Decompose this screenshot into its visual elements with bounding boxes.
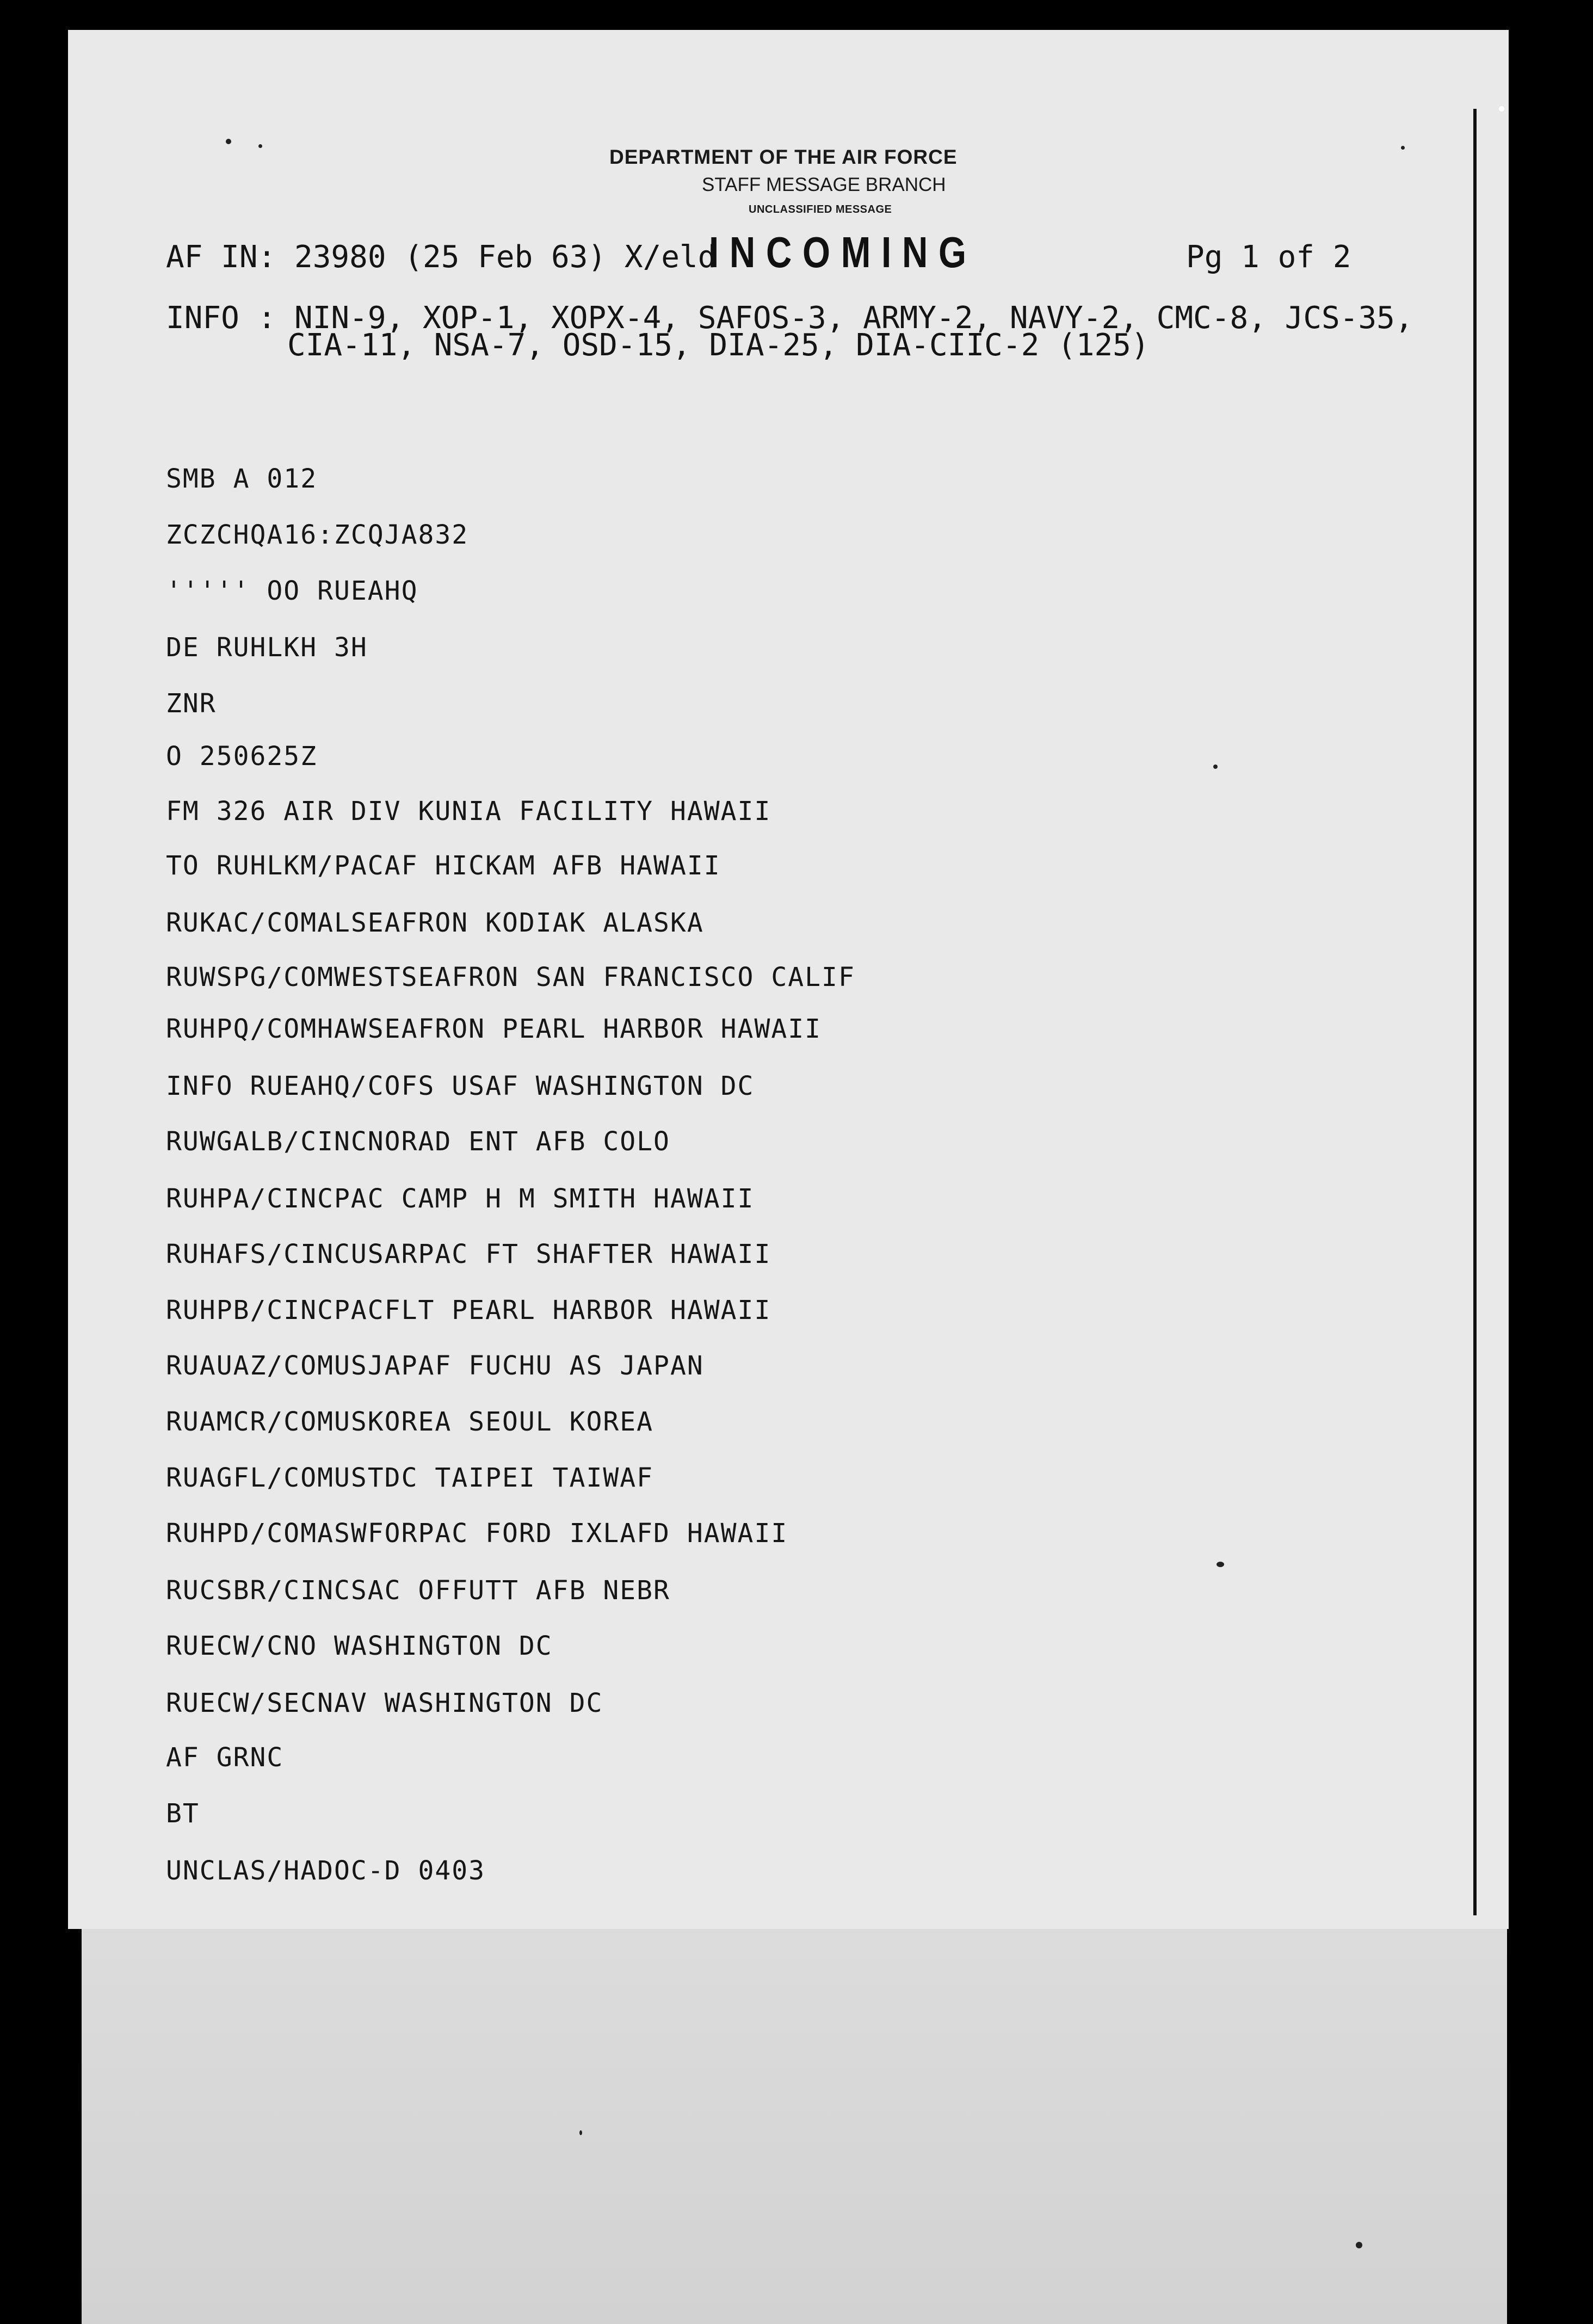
info-distribution-line-2: CIA-11, NSA-7, OSD-15, DIA-25, DIA-CIIC-2 (125) [287,328,1150,363]
page-number: Pg 1 of 2 [1186,239,1351,275]
message-line: RUHPQ/COMHAWSEAFRON PEARL HARBOR HAWAII [166,1014,822,1044]
message-line: INFO RUEAHQ/COFS USAF WASHINGTON DC [166,1071,755,1101]
af-in-reference: AF IN: 23980 (25 Feb 63) X/eld [166,239,717,275]
message-line: O 250625Z [166,741,318,772]
message-line: RUECW/CNO WASHINGTON DC [166,1631,553,1661]
paper-lower-margin [82,1929,1507,2324]
branch-heading: STAFF MESSAGE BRANCH [702,174,946,195]
classification-label: UNCLASSIFIED MESSAGE [749,204,892,215]
message-line: AF GRNC [166,1742,284,1773]
message-line: TO RUHLKM/PACAF HICKAM AFB HAWAII [166,850,721,881]
message-line: RUHPA/CINCPAC CAMP H M SMITH HAWAII [166,1183,755,1214]
scan-speck [1499,106,1504,112]
incoming-stamp: INCOMING [709,228,977,276]
message-line: ZCZCHQA16:ZCQJA832 [166,520,469,550]
message-line: UNCLAS/HADOC-D 0403 [166,1855,486,1886]
scan-speck [1356,2242,1362,2248]
message-line: RUHAFS/CINCUSARPAC FT SHAFTER HAWAII [166,1239,771,1269]
message-line: ''''' OO RUEAHQ [166,576,418,606]
department-heading: DEPARTMENT OF THE AIR FORCE [609,146,958,168]
scan-speck [579,2130,582,2135]
info-distribution-line-1: INFO : NIN-9, XOP-1, XOPX-4, SAFOS-3, ARMY-2, NAVY-2, CMC-8, JCS-35, [166,300,1413,336]
message-line: RUHPD/COMASWFORPAC FORD IXLAFD HAWAII [166,1518,788,1549]
message-line: DE RUHLKH 3H [166,632,368,663]
scan-speck [258,144,262,148]
scan-speck [1213,765,1218,769]
message-line: RUWGALB/CINCNORAD ENT AFB COLO [166,1126,670,1157]
message-line: ZNR [166,688,217,719]
scan-speck [1401,146,1405,150]
message-line: RUAGFL/COMUSTDC TAIPEI TAIWAF [166,1463,654,1493]
message-line: FM 326 AIR DIV KUNIA FACILITY HAWAII [166,796,771,827]
scan-speck [226,139,231,144]
message-line: RUAUAZ/COMUSJAPAF FUCHU AS JAPAN [166,1351,704,1381]
message-line: RUKAC/COMALSEAFRON KODIAK ALASKA [166,908,704,938]
message-line: RUHPB/CINCPACFLT PEARL HARBOR HAWAII [166,1295,771,1326]
scan-speck [1217,1562,1224,1567]
message-line: RUCSBR/CINCSAC OFFUTT AFB NEBR [166,1575,670,1606]
message-line: BT [166,1798,200,1829]
message-line: RUECW/SECNAV WASHINGTON DC [166,1688,603,1718]
right-margin-rule [1473,109,1477,1915]
message-line: RUWSPG/COMWESTSEAFRON SAN FRANCISCO CALIF [166,962,855,993]
message-line: RUAMCR/COMUSKOREA SEOUL KOREA [166,1407,654,1437]
message-line: SMB A 012 [166,464,318,494]
